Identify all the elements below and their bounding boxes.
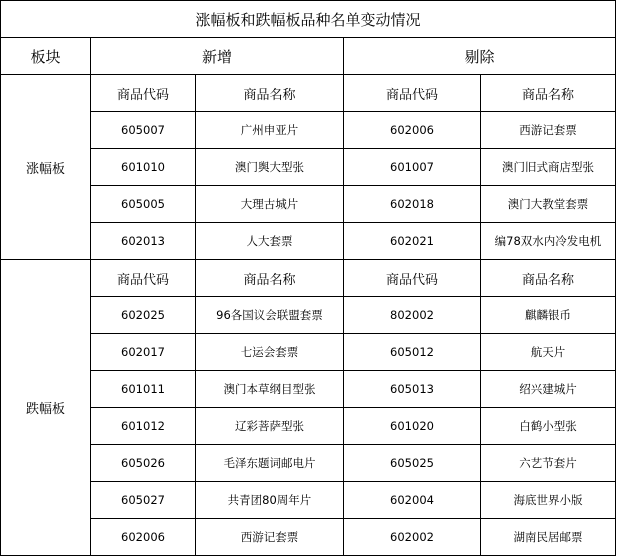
added-name-cell: 澳门本草纲目型张 bbox=[196, 371, 344, 408]
table-title: 涨幅板和跌幅板品种名单变动情况 bbox=[1, 1, 616, 38]
removed-code-cell: 601020 bbox=[344, 408, 481, 445]
subheader-removed-name: 商品名称 bbox=[481, 260, 616, 297]
removed-code-cell: 605013 bbox=[344, 371, 481, 408]
removed-name-cell: 海底世界小版 bbox=[481, 482, 616, 519]
removed-code-cell: 602006 bbox=[344, 112, 481, 149]
losers-subheader-row bbox=[1, 260, 616, 297]
added-name-cell: 澳门舆大型张 bbox=[196, 149, 344, 186]
table-row bbox=[1, 112, 616, 149]
subheader-added-code: 商品代码 bbox=[91, 260, 196, 297]
added-code-cell: 605005 bbox=[91, 186, 196, 223]
added-code-cell: 601011 bbox=[91, 371, 196, 408]
subheader-added-code: 商品代码 bbox=[91, 75, 196, 112]
added-name-cell: 毛泽东题词邮电片 bbox=[196, 445, 344, 482]
added-code-cell: 605007 bbox=[91, 112, 196, 149]
added-name-cell: 广州申亚片 bbox=[196, 112, 344, 149]
removed-code-cell: 602004 bbox=[344, 482, 481, 519]
added-name-cell: 西游记套票 bbox=[196, 519, 344, 556]
removed-name-cell: 澳门大教堂套票 bbox=[481, 186, 616, 223]
gainers-block-label: 涨幅板 bbox=[1, 75, 91, 260]
added-code-cell: 602025 bbox=[91, 297, 196, 334]
table-row bbox=[1, 186, 616, 223]
added-name-cell: 大理古城片 bbox=[196, 186, 344, 223]
added-name-cell: 共青团80周年片 bbox=[196, 482, 344, 519]
header-removed: 剔除 bbox=[344, 38, 616, 75]
removed-name-cell: 绍兴建城片 bbox=[481, 371, 616, 408]
added-name-cell: 人大套票 bbox=[196, 223, 344, 260]
removed-name-cell: 西游记套票 bbox=[481, 112, 616, 149]
removed-name-cell: 麒麟银币 bbox=[481, 297, 616, 334]
table-row bbox=[1, 223, 616, 260]
removed-name-cell: 湖南民居邮票 bbox=[481, 519, 616, 556]
added-name-cell: 辽彩菩萨型张 bbox=[196, 408, 344, 445]
removed-code-cell: 602021 bbox=[344, 223, 481, 260]
losers-block-label: 跌幅板 bbox=[1, 260, 91, 556]
subheader-added-name: 商品名称 bbox=[196, 75, 344, 112]
added-code-cell: 602013 bbox=[91, 223, 196, 260]
added-name-cell: 七运会套票 bbox=[196, 334, 344, 371]
added-name-cell: 96各国议会联盟套票 bbox=[196, 297, 344, 334]
removed-code-cell: 601007 bbox=[344, 149, 481, 186]
added-code-cell: 605026 bbox=[91, 445, 196, 482]
removed-code-cell: 605025 bbox=[344, 445, 481, 482]
added-code-cell: 602006 bbox=[91, 519, 196, 556]
header-row bbox=[1, 38, 616, 75]
subheader-removed-code: 商品代码 bbox=[344, 75, 481, 112]
removed-name-cell: 澳门旧式商店型张 bbox=[481, 149, 616, 186]
header-block: 板块 bbox=[1, 38, 91, 75]
title-row bbox=[1, 1, 616, 38]
added-code-cell: 605027 bbox=[91, 482, 196, 519]
table-row bbox=[1, 371, 616, 408]
subheader-removed-name: 商品名称 bbox=[481, 75, 616, 112]
table-row bbox=[1, 519, 616, 556]
header-added: 新增 bbox=[91, 38, 344, 75]
removed-name-cell: 白鹤小型张 bbox=[481, 408, 616, 445]
table-row bbox=[1, 445, 616, 482]
removed-code-cell: 605012 bbox=[344, 334, 481, 371]
removed-code-cell: 802002 bbox=[344, 297, 481, 334]
gainers-subheader-row bbox=[1, 75, 616, 112]
removed-name-cell: 航天片 bbox=[481, 334, 616, 371]
added-code-cell: 602017 bbox=[91, 334, 196, 371]
table-body bbox=[1, 1, 616, 556]
table-row bbox=[1, 149, 616, 186]
removed-code-cell: 602002 bbox=[344, 519, 481, 556]
table-row bbox=[1, 297, 616, 334]
removed-name-cell: 六艺节套片 bbox=[481, 445, 616, 482]
subheader-added-name: 商品名称 bbox=[196, 260, 344, 297]
added-code-cell: 601012 bbox=[91, 408, 196, 445]
removed-code-cell: 602018 bbox=[344, 186, 481, 223]
removed-name-cell: 编78双水内冷发电机 bbox=[481, 223, 616, 260]
table-row bbox=[1, 408, 616, 445]
subheader-removed-code: 商品代码 bbox=[344, 260, 481, 297]
table-row bbox=[1, 482, 616, 519]
added-code-cell: 601010 bbox=[91, 149, 196, 186]
table-row bbox=[1, 334, 616, 371]
